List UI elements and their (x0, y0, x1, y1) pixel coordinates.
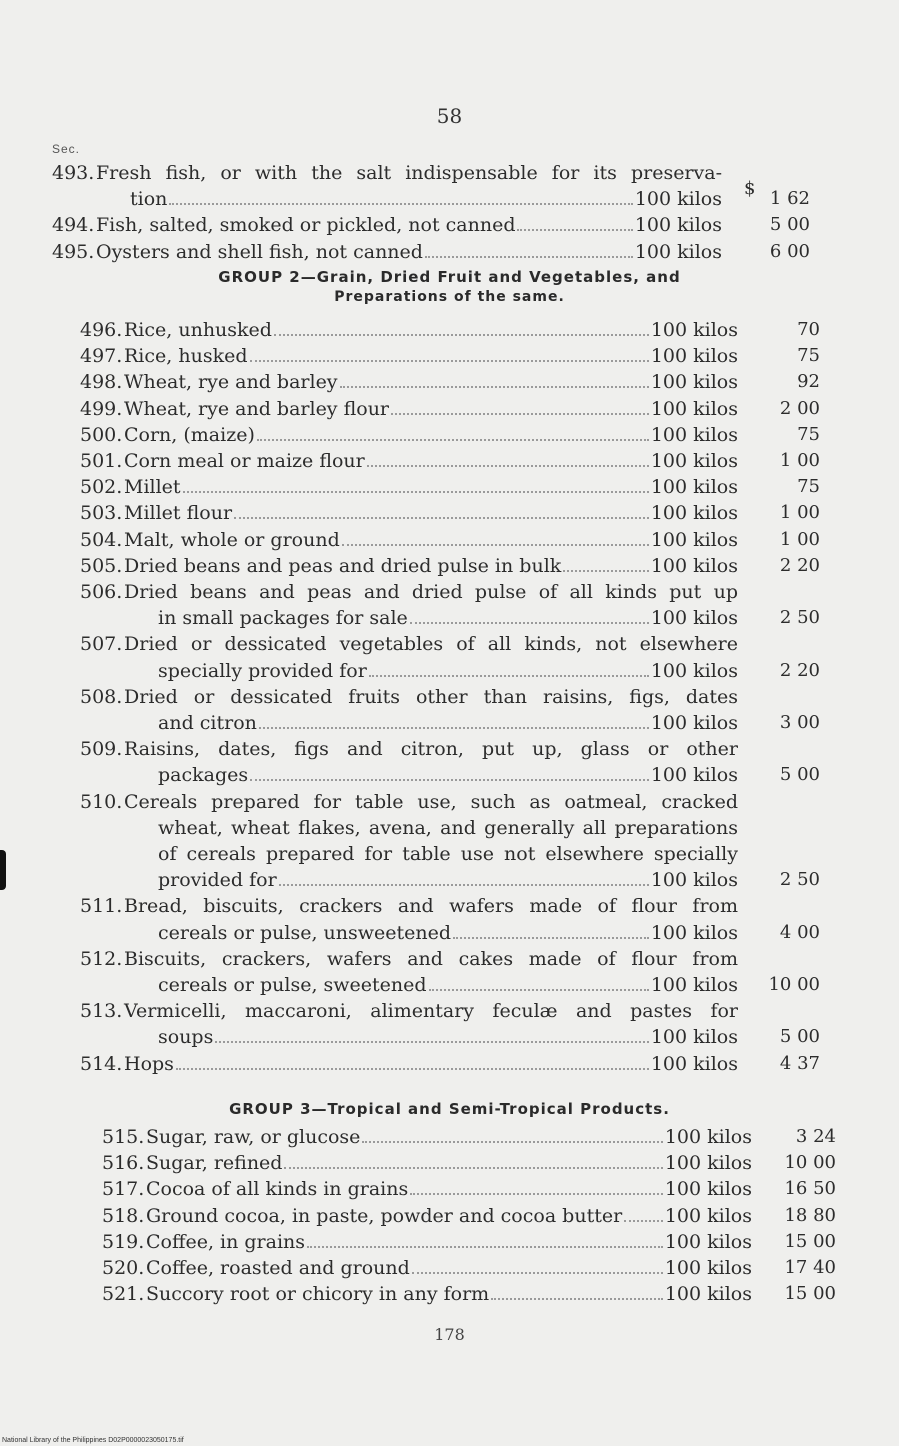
entry-rate: 15 00 (784, 1283, 836, 1305)
entry-description-line (96, 212, 722, 238)
entry-rate: 75 (797, 423, 820, 445)
entry-unit: 100 kilos (664, 1126, 752, 1148)
entry-description: Malt, whole or ground (124, 528, 340, 551)
entry-rate: 5 00 (779, 1026, 820, 1048)
tariff-entry (80, 369, 738, 395)
entry-number: 511. (80, 895, 123, 918)
entry-unit: 100 kilos (634, 214, 722, 237)
entry-description: Corn, (maize) (124, 423, 255, 446)
entry-description-line (146, 1124, 752, 1150)
entry-description-line (146, 1229, 752, 1255)
tariff-entry (52, 160, 722, 212)
entry-description: in small packages for sale (158, 607, 408, 630)
entry-rate: 10 00 (768, 974, 820, 995)
tariff-entry (102, 1124, 752, 1150)
entry-description-line (96, 239, 722, 265)
entry-unit: 100 kilos (650, 973, 738, 996)
entry-description-line (124, 500, 738, 526)
leader-dots (169, 203, 632, 205)
leader-dots (284, 1167, 662, 1169)
entry-rate: 5 00 (779, 764, 820, 786)
entry-unit: 100 kilos (664, 1152, 752, 1175)
entry-description: Millet flour (124, 502, 233, 525)
tariff-entry (80, 317, 738, 343)
entry-number: 505. (80, 554, 123, 577)
entry-rate: 3 24 (795, 1126, 836, 1147)
entry-unit: 100 kilos (650, 502, 738, 525)
entry-rate: 75 (797, 476, 820, 498)
leader-dots (274, 334, 649, 336)
entry-description-line (124, 474, 738, 500)
entry-description: Oysters and shell fish, not canned (96, 240, 423, 263)
leader-dots (342, 544, 649, 546)
entry-description: provided for (158, 869, 277, 892)
leader-dots (257, 439, 649, 441)
entry-number: 500. (80, 423, 123, 446)
tariff-entry (80, 553, 738, 579)
entry-rate: 2 20 (779, 554, 820, 576)
leader-dots (234, 517, 649, 519)
entry-description-line: Biscuits, crackers, wafers and cakes made of flour from (124, 947, 738, 970)
entry-description: Wheat, rye and barley flour (124, 397, 390, 420)
entry-unit: 100 kilos (650, 921, 738, 944)
section-label: Sec. (52, 142, 81, 156)
entry-description: Fish, salted, smoked or pickled, not canned (96, 214, 516, 237)
leader-dots (410, 1193, 663, 1195)
entry-description-line (158, 920, 738, 946)
entry-unit: 100 kilos (650, 345, 738, 368)
entry-description-line (158, 658, 738, 684)
entry-description-line: Dried or dessicated vegetables of all kinds, not elsewhere (124, 633, 738, 656)
entry-number: 502. (80, 476, 123, 499)
entry-number: 506. (80, 581, 123, 603)
entry-number: 513. (80, 1000, 123, 1023)
leader-dots (367, 465, 649, 467)
entry-description-line (158, 762, 738, 788)
entry-description-line (146, 1150, 752, 1176)
entry-unit: 100 kilos (664, 1230, 752, 1253)
entry-unit: 100 kilos (664, 1178, 752, 1201)
entry-description-line: wheat, wheat flakes, avena, and generally all preparations (158, 816, 738, 839)
entry-rate: 15 00 (784, 1230, 836, 1252)
entry-number: 493. (52, 162, 95, 184)
entry-description-line (124, 527, 738, 553)
entry-description-line (124, 343, 738, 369)
entry-rate: 4 37 (779, 1052, 820, 1074)
entry-description: cereals or pulse, sweetened (158, 973, 427, 996)
entry-rate: 2 50 (779, 607, 820, 629)
entry-number: 508. (80, 685, 123, 708)
leader-dots (250, 779, 649, 781)
entry-rate: 75 (797, 345, 820, 367)
entry-description: Millet (124, 476, 181, 499)
entry-unit: 100 kilos (650, 764, 738, 787)
leader-dots (624, 1220, 663, 1222)
entry-description: Rice, unhusked (124, 319, 272, 341)
entry-unit: 100 kilos (650, 607, 738, 630)
entry-rate: 2 00 (779, 397, 820, 419)
entry-rate: 92 (797, 371, 820, 393)
leader-dots (517, 229, 632, 231)
entry-description: specially provided for (158, 659, 367, 682)
entry-description-line (124, 396, 738, 422)
tariff-entry (80, 448, 738, 474)
entry-number: 504. (80, 528, 123, 551)
entry-description-line: Raisins, dates, figs and citron, put up, glass or other (124, 738, 738, 761)
tariff-entry (80, 736, 738, 788)
entry-unit: 100 kilos (664, 1283, 752, 1306)
tariff-entry (80, 579, 738, 631)
entry-description-line: Cereals prepared for table use, such as oatmeal, cracked (124, 790, 738, 813)
entry-rate: 1 00 (779, 502, 820, 524)
entry-rate: 3 00 (779, 712, 820, 733)
entry-description: soups (158, 1026, 214, 1049)
tariff-entry (102, 1176, 752, 1202)
leader-dots (259, 727, 649, 729)
entry-rate: 5 00 (769, 214, 810, 236)
scan-note: National Library of the Philippines D02P0000023050175.tif (2, 1437, 184, 1444)
entry-description-line (124, 553, 738, 579)
entry-rate: 4 00 (779, 921, 820, 943)
entry-description-line (130, 186, 722, 212)
entry-description-line (146, 1203, 752, 1229)
entry-number: 518. (102, 1204, 145, 1227)
entry-unit: 100 kilos (650, 1052, 738, 1075)
group-3-heading: GROUP 3—Tropical and Semi-Tropical Products. (229, 1100, 670, 1118)
entry-unit: 100 kilos (650, 450, 738, 472)
tariff-entry (80, 631, 738, 683)
entry-unit: 100 kilos (650, 476, 738, 499)
leader-dots (215, 1041, 648, 1043)
entry-description-line (158, 867, 738, 893)
entry-number: 520. (102, 1257, 145, 1279)
leader-dots (250, 360, 649, 362)
entry-description: Corn meal or maize flour (124, 450, 365, 472)
tariff-entry (80, 527, 738, 553)
entry-description-line (146, 1255, 752, 1281)
leader-dots (369, 675, 649, 677)
leader-dots (340, 386, 649, 388)
entry-description-line (124, 448, 738, 474)
entry-number: 514. (80, 1052, 123, 1075)
tariff-entry (80, 422, 738, 448)
entry-unit: 100 kilos (650, 371, 738, 394)
tariff-entry (80, 1051, 738, 1077)
entry-rate: 16 50 (784, 1178, 836, 1200)
entry-number: 503. (80, 502, 123, 525)
entry-rate: 6 00 (769, 240, 810, 262)
leader-dots (391, 413, 649, 415)
tariff-entry (80, 998, 738, 1050)
entry-unit: 100 kilos (664, 1204, 752, 1227)
entry-description-line: Fresh fish, or with the salt indispensable for its preserva- (96, 162, 722, 184)
entry-description-line: of cereals prepared for table use not elsewhere specially (158, 842, 738, 865)
tariff-entry (102, 1203, 752, 1229)
entry-rate: 2 50 (779, 869, 820, 891)
entry-unit: 100 kilos (650, 659, 738, 682)
tariff-entry (102, 1229, 752, 1255)
tariff-entry (80, 893, 738, 945)
leader-dots (453, 937, 649, 939)
leader-dots (425, 256, 633, 258)
entry-description-line: Dried beans and peas and dried pulse of all kinds put up (124, 581, 738, 603)
scan-edge-mark (0, 850, 6, 890)
entry-description-line: Bread, biscuits, crackers and wafers made of flour from (124, 895, 738, 918)
leader-dots (183, 491, 649, 493)
tariff-entry (102, 1281, 752, 1307)
entry-description: Cocoa of all kinds in grains (146, 1178, 409, 1201)
entry-description-line (124, 422, 738, 448)
leader-dots (563, 570, 649, 572)
entry-description-line (158, 605, 738, 631)
currency-symbol: $ (744, 178, 756, 199)
entry-description-line (146, 1281, 752, 1307)
entry-number: 494. (52, 214, 95, 237)
entry-description-line (146, 1176, 752, 1202)
entry-number: 501. (80, 450, 123, 472)
entry-number: 510. (80, 790, 123, 813)
entry-number: 498. (80, 371, 123, 394)
entry-number: 495. (52, 240, 95, 263)
entry-description: Coffee, in grains (146, 1230, 306, 1253)
tariff-entry (80, 343, 738, 369)
entry-rate: 70 (797, 319, 820, 340)
leader-dots (279, 884, 649, 886)
entry-number: 512. (80, 947, 123, 970)
entry-description: Sugar, raw, or glucose (146, 1126, 361, 1148)
entry-unit: 100 kilos (650, 869, 738, 892)
tariff-entry (80, 396, 738, 422)
entry-unit: 100 kilos (650, 397, 738, 420)
entry-description: Ground cocoa, in paste, powder and cocoa butter (146, 1204, 623, 1227)
entry-description-line (124, 369, 738, 395)
entry-rate: 17 40 (784, 1257, 836, 1278)
entry-rate: 1 00 (779, 450, 820, 471)
leader-dots (491, 1298, 663, 1300)
leader-dots (429, 989, 649, 991)
entry-description: Wheat, rye and barley (124, 371, 338, 394)
entry-description: Coffee, roasted and ground (146, 1257, 410, 1279)
entry-description: Succory root or chicory in any form (146, 1283, 490, 1306)
entry-description-line (124, 1051, 738, 1077)
leader-dots (307, 1246, 663, 1248)
leader-dots (362, 1141, 662, 1143)
entry-unit: 100 kilos (650, 711, 738, 734)
entry-description: and citron (158, 711, 257, 734)
entry-unit: 100 kilos (650, 528, 738, 551)
page-number: 58 (436, 104, 463, 128)
entry-number: 496. (80, 319, 123, 341)
tariff-entry (80, 946, 738, 998)
leader-dots (410, 622, 649, 624)
entry-number: 497. (80, 345, 123, 368)
entry-number: 509. (80, 738, 123, 761)
entry-number: 515. (102, 1126, 145, 1148)
entry-number: 499. (80, 397, 123, 420)
entry-description: Sugar, refined (146, 1152, 283, 1175)
leader-dots (412, 1272, 663, 1274)
entry-rate: 2 20 (779, 659, 820, 681)
entry-description: Rice, husked (124, 345, 248, 368)
entry-description: Hops (124, 1052, 174, 1075)
entry-unit: 100 kilos (650, 423, 738, 446)
entry-description-line (158, 1024, 738, 1050)
tariff-entry (80, 684, 738, 736)
entry-description-line (158, 710, 738, 736)
entry-description-line (124, 317, 738, 343)
entry-unit: 100 kilos (634, 188, 722, 211)
entry-description: cereals or pulse, unsweetened (158, 921, 452, 944)
tariff-entry (80, 789, 738, 894)
entry-description: packages (158, 764, 249, 787)
tariff-entry (52, 212, 722, 238)
footer-page-number: 178 (434, 1325, 465, 1344)
entry-description-line: Vermicelli, maccaroni, alimentary feculæ and pastes for (124, 1000, 738, 1023)
entry-rate: 1 62 (769, 188, 810, 210)
entry-description: tion (130, 188, 168, 211)
entry-description: Dried beans and peas and dried pulse in bulk (124, 554, 562, 577)
entry-description-line (158, 972, 738, 998)
leader-dots (176, 1068, 649, 1070)
entry-description-line: Dried or dessicated fruits other than raisins, figs, dates (124, 685, 738, 708)
entry-rate: 1 00 (779, 528, 820, 550)
entry-number: 507. (80, 633, 123, 656)
entry-unit: 100 kilos (634, 240, 722, 263)
entry-unit: 100 kilos (650, 319, 738, 341)
entry-unit: 100 kilos (664, 1257, 752, 1279)
entry-number: 521. (102, 1283, 145, 1306)
tariff-entry (80, 474, 738, 500)
entry-unit: 100 kilos (650, 554, 738, 577)
entry-rate: 18 80 (784, 1204, 836, 1226)
entry-rate: 10 00 (784, 1152, 836, 1174)
entry-number: 519. (102, 1230, 145, 1253)
tariff-entry (80, 500, 738, 526)
entry-number: 517. (102, 1178, 145, 1201)
tariff-entry (52, 239, 722, 265)
tariff-entry (102, 1150, 752, 1176)
entry-unit: 100 kilos (650, 1026, 738, 1049)
group-2-heading-line-2: Preparations of the same. (334, 289, 565, 305)
tariff-entry (102, 1255, 752, 1281)
group-2-heading-line-1: GROUP 2—Grain, Dried Fruit and Vegetables, and (218, 268, 681, 286)
entry-number: 516. (102, 1152, 145, 1175)
